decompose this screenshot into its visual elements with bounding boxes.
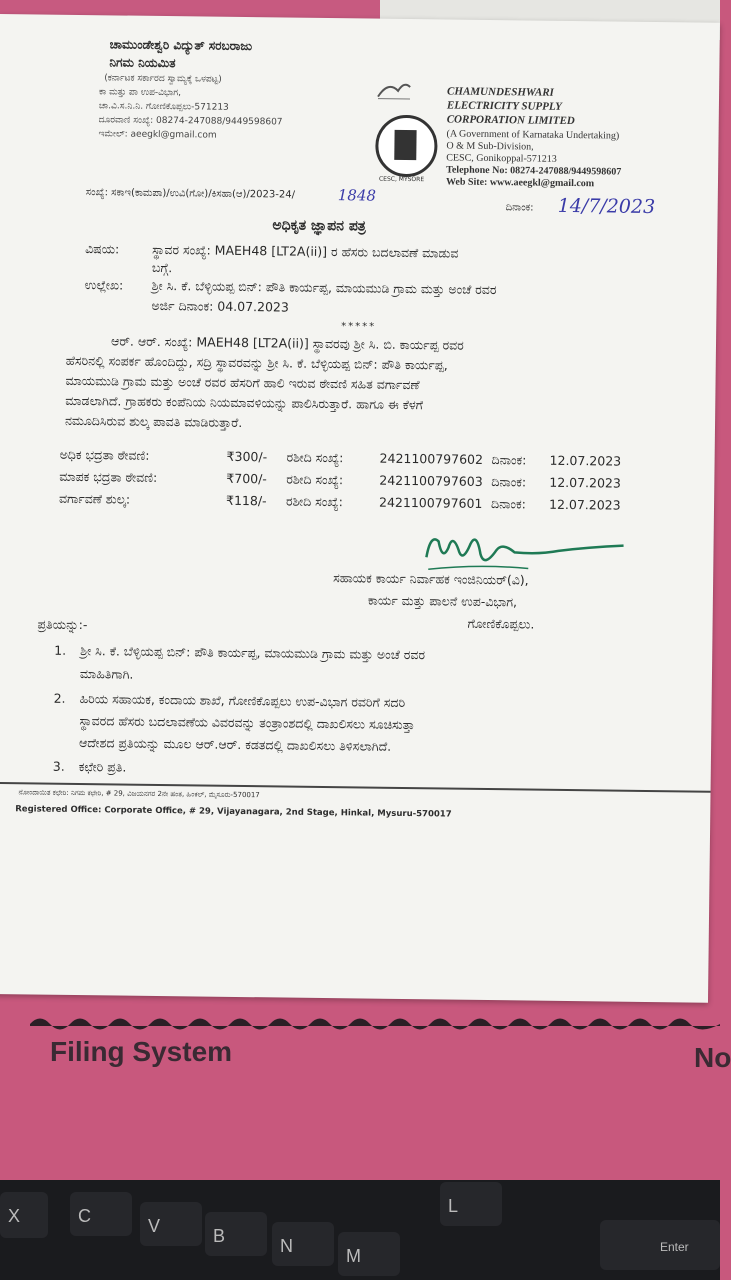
- eng-phone: Telephone No: 08274-247088/9449598607: [446, 164, 622, 178]
- payment-label: ವರ್ಗಾವಣೆ ಶುಲ್ಕ:: [58, 490, 131, 507]
- payment-date-label: ದಿನಾಂಕ:: [491, 474, 527, 490]
- cesc-small-logo: [374, 77, 414, 103]
- payment-amount: ₹118/-: [225, 492, 267, 509]
- payment-date-label: ದಿನಾಂಕ:: [491, 452, 527, 468]
- payment-label: ಅಧಿಕ ಭದ್ರತಾ ಠೇವಣಿ:: [59, 446, 150, 463]
- subject-text: ಸ್ಥಾವರ ಸಂಖ್ಯೆ: MAEH48 [LT2A(ii)] ರ ಹೆಸರು ಬದಲಾವಣೆ ಮಾಡುವ: [152, 241, 459, 261]
- copy-number: 1.: [54, 642, 67, 658]
- cesc-logo-mark: [394, 130, 416, 160]
- footer-kannada: ನೋಂದಾಯಿತ ಕಛೇರಿ: ನಿಗಮ ಕಛೇರಿ, # 29, ವಿಜಯನಗರ 2ನೇ ಹಂತ, ಹಿಂಕಲ್, ಮೈಸೂರು-570017: [18, 788, 260, 800]
- folder-ornament-border: [30, 1013, 720, 1035]
- kannada-phone: ದೂರವಾಣಿ ಸಂಖ್ಯೆ: 08274-247088/9449598607: [98, 115, 283, 128]
- separator-stars: *****: [341, 321, 377, 333]
- reference-text: ಶ್ರೀ ಸಿ. ಕೆ. ಬೆಳ್ಳಿಯಪ್ಪ ಬಿನ್: ಪೌತಿ ಕಾರ್ಯಪ್ಪ, ಮಾಯಮುಡಿ ಗ್ರಾಮ ಮತ್ತು ಅಂಚೆ ರವರ: [151, 277, 497, 298]
- handwritten-ref-no: 1848: [337, 186, 377, 205]
- handwritten-date: 14/7/2023: [557, 194, 656, 219]
- eng-company-name-3: CORPORATION LIMITED: [446, 113, 575, 128]
- eng-company-name-1: CHAMUNDESHWARI: [447, 85, 554, 99]
- receipt-label: ರಶೀದಿ ಸಂಖ್ಯೆ:: [286, 471, 344, 488]
- subject-text-2: ಬಗ್ಗೆ.: [151, 259, 173, 276]
- body-line-2: ಹೆಸರಿನಲ್ಲಿ ಸಂಪರ್ಕ ಹೊಂದಿದ್ದು, ಸದ್ರಿ ಸ್ಥಾವರವನ್ನು ಶ್ರೀ ಸಿ. ಕೆ. ಬೆಳ್ಳಿಯಪ್ಪ ಬಿನ್: ಪೌತಿ ಕಾರ್ಯಪ್ಪ,: [65, 352, 448, 373]
- keyboard: [0, 1180, 720, 1280]
- receipt-number: 2421100797602: [379, 450, 484, 467]
- reference-label: ಉಲ್ಲೇಖ:: [84, 277, 124, 293]
- copies-heading: ಪ್ರತಿಯನ್ನು:-: [37, 616, 88, 633]
- payment-amount: ₹300/-: [226, 448, 268, 465]
- copy-text-3: ಆದೇಶದ ಪ್ರತಿಯನ್ನು ಮೂಲ ಆರ್.ಆರ್. ಕಡತದಲ್ಲಿ ದಾಖಲಿಸಲು ತಿಳಿಸಲಾಗಿದೆ.: [79, 735, 392, 754]
- kannada-email: ಇಮೇಲ್: aeegkl@gmail.com: [98, 129, 217, 141]
- body-line-3: ಮಾಯಮುಡಿ ಗ್ರಾಮ ಮತ್ತು ಅಂಚೆ ರವರ ಹೆಸರಿಗೆ ಹಾಲಿ ಇರುವ ಠೇವಣಿ ಸಹಿತ ವರ್ಗಾವಣೆ: [65, 372, 420, 393]
- cesc-logo: [375, 115, 438, 178]
- key-enter[interactable]: Enter: [600, 1220, 720, 1270]
- reference-text-2: ಅರ್ಜಿ ದಿನಾಂಕ: 04.07.2023: [151, 297, 289, 315]
- signatory-title: ಸಹಾಯಕ ಕಾರ್ಯ ನಿರ್ವಾಹಕ ಇಂಜಿನಿಯರ್(ವಿ),: [333, 570, 529, 588]
- body-line-5: ನಮೂದಿಸಿರುವ ಶುಲ್ಕ ಪಾವತಿ ಮಾಡಿರುತ್ತಾರೆ.: [64, 412, 243, 430]
- body-line-1: ಆರ್. ಆರ್. ಸಂಖ್ಯೆ: MAEH48 [LT2A(ii)] ಸ್ಥಾವರವು ಶ್ರೀ ಸಿ. ಬಿ. ಕಾರ್ಯಪ್ಪ ರವರ: [110, 333, 464, 353]
- date-label: ದಿನಾಂಕ:: [505, 202, 534, 214]
- signatory-office: ಕಾರ್ಯ ಮತ್ತು ಪಾಲನೆ ಉಪ-ವಿಭಾಗ,: [367, 592, 518, 610]
- copy-number: 3.: [52, 758, 65, 774]
- key-b[interactable]: B: [205, 1212, 267, 1256]
- kannada-company-name: ಚಾಮುಂಡೇಶ್ವರಿ ವಿದ್ಯುತ್ ಸರಬರಾಜು: [109, 37, 253, 54]
- copy-text-2: ಸ್ಥಾವರದ ಹೆಸರು ಬದಲಾವಣೆಯ ವಿವರವನ್ನು ತಂತ್ರಾಂಶದಲ್ಲಿ ದಾಖಲಿಸಲು ಸೂಚಿಸುತ್ತಾ: [79, 713, 415, 733]
- key-n[interactable]: N: [272, 1222, 334, 1266]
- body-line-4: ಮಾಡಲಾಗಿದೆ. ಗ್ರಾಹಕರು ಕಂಪೆನಿಯ ನಿಯಮಾವಳಿಯನ್ನು ಪಾಲಿಸಿರುತ್ತಾರೆ. ಹಾಗೂ ಈ ಕೆಳಗೆ: [65, 392, 424, 413]
- copy-text: ಶ್ರೀ ಸಿ. ಕೆ. ಬೆಳ್ಳಿಯಪ್ಪ ಬಿನ್: ಪೌತಿ ಕಾರ್ಯಪ್ಪ, ಮಾಯಮುಡಿ ಗ್ರಾಮ ಮತ್ತು ಅಂಚೆ ರವರ: [80, 643, 426, 663]
- receipt-label: ರಶೀದಿ ಸಂಖ್ಯೆ:: [285, 493, 343, 510]
- subject-label: ವಿಷಯ:: [85, 241, 120, 257]
- document-page: [0, 14, 720, 1003]
- copy-text-2: ಮಾಹಿತಿಗಾಗಿ.: [79, 666, 134, 682]
- payment-date: 12.07.2023: [549, 474, 621, 491]
- eng-undertaking: (A Government of Karnataka Undertaking): [446, 128, 620, 142]
- receipt-number: 2421100797603: [379, 472, 483, 489]
- receipt-label: ರಶೀದಿ ಸಂಖ್ಯೆ:: [286, 449, 344, 466]
- kannada-address: ಚಾ.ವಿ.ಸ.ನಿ.ನಿ. ಗೋಣಿಕೊಪ್ಪಲು-571213: [98, 101, 229, 113]
- footer-english: Registered Office: Corporate Office, # 29, Vijayanagara, 2nd Stage, Hinkal, Mysuru-570017: [15, 804, 452, 820]
- key-m[interactable]: M: [338, 1232, 400, 1276]
- kannada-company-name-2: ನಿಗಮ ನಿಯಮಿತ: [109, 55, 176, 71]
- folder-label: Filing System: [50, 1036, 233, 1067]
- signatory-place: ಗೋಣಿಕೊಪ್ಪಲು.: [467, 615, 535, 632]
- eng-address: CESC, Gonikoppal-571213: [446, 152, 557, 165]
- kannada-subdivision: ಕಾ ಮತ್ತು ಪಾ ಉಪ-ವಿಭಾಗ,: [98, 87, 182, 99]
- receipt-number: 2421100797601: [378, 494, 483, 511]
- payment-date: 12.07.2023: [549, 452, 622, 469]
- key-l[interactable]: L: [440, 1182, 502, 1226]
- copy-text: ಹಿರಿಯ ಸಹಾಯಕ, ಕಂದಾಯ ಶಾಖೆ, ಗೋಣಿಕೊಪ್ಪಲು ಉಪ-ವಿಭಾಗ ರವರಿಗೆ ಸದರಿ: [79, 691, 406, 711]
- payment-label: ಮಾಪಕ ಭದ್ರತಾ ಠೇವಣಿ:: [59, 468, 158, 485]
- payment-date-label: ದಿನಾಂಕ:: [490, 496, 526, 512]
- kannada-undertaking: (ಕರ್ನಾಟಕ ಸರ್ಕಾರದ ಸ್ವಾಮ್ಯಕ್ಕೆ ಒಳಪಟ್ಟ): [104, 73, 222, 85]
- ref-number: ಸಂಖ್ಯೆ: ಸಕಾಇ(ಕಾಮಪಾ)/ಉವಿ(ಗೋ)/ಕಿಸಹಾ(ಆ)/2023-24/: [85, 187, 296, 201]
- payment-amount: ₹700/-: [226, 470, 267, 487]
- eng-web: Web Site: www.aeegkl@gmail.com: [445, 176, 595, 190]
- key-x[interactable]: X: [0, 1192, 48, 1238]
- payment-date: 12.07.2023: [548, 496, 621, 513]
- copy-number: 2.: [53, 690, 66, 706]
- eng-company-name-2: ELECTRICITY SUPPLY: [446, 99, 562, 113]
- copy-text: ಕಛೇರಿ ಪ್ರತಿ.: [78, 759, 127, 775]
- key-c[interactable]: C: [70, 1192, 132, 1236]
- eng-subdivision: O & M Sub-Division,: [446, 140, 534, 153]
- memo-heading: ಅಧಿಕೃತ ಜ್ಞಾಪನ ಪತ್ರ: [272, 217, 366, 235]
- key-v[interactable]: V: [140, 1202, 202, 1246]
- logo-caption: CESC, MYSORE: [378, 175, 425, 184]
- folder-label-cut: No: [694, 1042, 731, 1073]
